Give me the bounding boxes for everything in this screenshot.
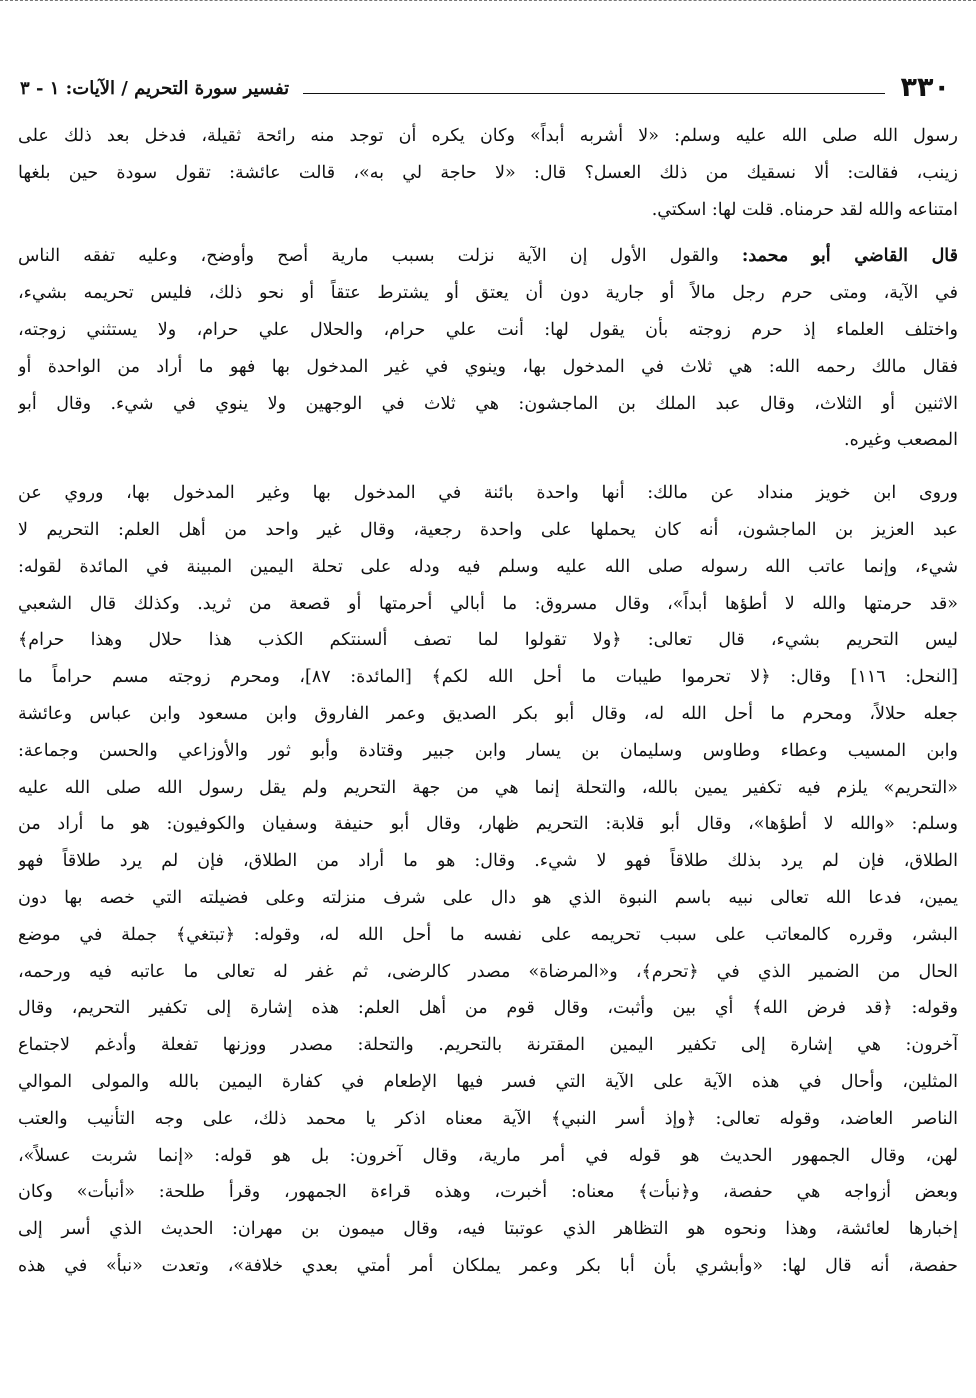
text-line: يمين، فدعا الله تعالى نبيه باسم النبوة الذي هو دال على شرف منزلته وعلى فضيلته التي خصه بها دون <box>18 887 958 908</box>
text-line: وروى ابن خويز منداد عن مالك: أنها واحدة بائنة في المدخول بها وغير المدخول بها، وروي عن <box>18 483 958 504</box>
text-line <box>18 238 958 275</box>
page-top-edge <box>0 0 976 5</box>
text-line: لهن، وقال الجمهور الحديث هو قوله في أمر مارية، وقال آخرون: بل هو قوله: «إنما شربت عسلاً»، <box>18 1145 958 1166</box>
text-line: آخرون: هي إشارة إلى تكفير اليمين المقترنة بالتحريم. والتحلة: مصدر ووزنها تفعلة وأدغم لاجتماع <box>18 1035 958 1056</box>
page-number: ٣٣٠ <box>900 72 950 103</box>
text-line: [النحل: ١١٦] وقال: ﴿لا تحرموا طيبات ما أحل الله لكم﴾ [المائدة: ٨٧]، ومحرم زوجته مسم حراماً ما <box>18 667 958 688</box>
text-line: واختلف العلماء إذ حرم زوجته بأن يقول لها: أنت علي حرام، والحلال علي حرام، ولا يستثني زوجته، <box>18 319 958 340</box>
text-line: وسلم: «والله لا أطؤها»، وقال أبو قلابة: التحريم ظهار، وقال أبو حنيفة وسفيان والكوفيون: هو ما أراد من <box>18 814 958 835</box>
running-title: تفسير سورة التحريم / الآيات: ١ - ٣ <box>20 78 290 99</box>
paragraph-gap <box>18 228 958 238</box>
paragraph-2 <box>18 238 958 459</box>
text-line: رسول الله صلى الله عليه وسلم: «لا أشربه أبداً» وكان يكره أن توجد منه رائحة ثقيلة، فدخل بعد ذلك على <box>18 126 958 146</box>
text-line: شيء، وإنما عاتب الله رسوله صلى الله عليه وسلم فيه ودله على تحلة اليمين المبينة في المائدة لقوله: <box>18 556 958 577</box>
text-line: إخبارها لعائشة، وهذا ونحوه هو التظاهر الذي عوتبتا فيه، وقال ميمون بن مهران: الحديث الذي أسر إلى <box>18 1219 958 1240</box>
page-header <box>20 68 950 102</box>
paragraph-3 <box>18 475 958 1285</box>
paragraph-1 <box>18 118 958 228</box>
text-line: ليس التحريم بشيء، قال تعالى: ﴿ولا تقولوا لما تصف ألسنتكم الكذب هذا حلال وهذا حرام﴾ <box>18 630 958 651</box>
text-line: المثلين، وأحال في هذه الآية على الآية التي فسر فيها الإطعام في كفارة اليمين بالله والمولى الموالي <box>18 1071 958 1092</box>
text-line: الطلاق، فإن لم يرد بذلك طلاقاً فهو لا شيء. وقال: هو ما أراد من الطلاق، فإن لم يرد طلاقاً فهو <box>18 851 958 872</box>
text-line: فقال مالك رحمه الله: هي ثلاث في المدخول بها، وينوي في غير المدخول بها فهو ما أراد من الواحدة أو <box>18 356 958 377</box>
page-body <box>18 118 958 1285</box>
text-line: المصعب وغيره. <box>844 430 958 451</box>
paragraph-gap <box>18 459 958 475</box>
text-line: حفصة، أنه قال لها: «وأبشري بأن أبا بكر وعمر يملكان أمر أمتي بعدي خلافة»، وتعدت «نبأ» في هذه <box>18 1255 958 1276</box>
text-line: البشر، وقرره كالمعاتب على سبب تحريمه على نفسه ما أحل الله له، وقوله: ﴿تبتغي﴾ جملة في موضع <box>18 924 958 945</box>
text-run: والقول الأول إن الآية نزلت بسبب مارية أصح وأوضح، وعليه تفقه الناس <box>18 246 742 267</box>
text-line: عبد العزيز بن الماجشون، أنه كان يحملها على واحدة رجعية، وقال غير واحد من أهل العلم: التحريم لا <box>18 519 958 540</box>
text-line: جعله حلالاً، ومحرم ما أحل الله له، وقال أبو بكر الصديق وعمر الفاروق وابن مسعود وابن عباس وعائشة <box>18 703 958 724</box>
text-line: امتناعه والله لقد حرمناه. قلت لها: اسكتي. <box>651 199 958 220</box>
text-line: «قد حرمتها والله لا أطؤها أبداً»، وقال مسروق: ما أبالي أحرمتها أو قصعة من ثريد. وكذلك قال الشعبي <box>18 593 958 614</box>
speaker-lead: قال القاضي أبو محمد: <box>741 246 958 267</box>
text-line: وابن المسيب وعطاء وطاوس وسليمان بن يسار وابن جبير وقتادة وأبو ثور والأوزاعي والحسن وجماعة: <box>18 740 958 761</box>
text-line: «التحريم» يلزم فيه تكفير يمين بالله، والتحلة إنما هي من جهة التحريم ولم يقل رسول الله صلى الله عليه <box>18 777 958 798</box>
text-line: الناصر العاضد، وقوله تعالى: ﴿وإذ أسر النبي﴾ الآية معناه اذكر يا محمد ذلك، على وجه التأنيب والعتب <box>18 1108 958 1129</box>
text-line: زينب، فقالت: ألا نسقيك من ذلك العسل؟ قال: «لا حاجة لي به»، قالت عائشة: تقول سودة حين بلغها <box>18 162 958 183</box>
header-rule <box>303 93 884 94</box>
text-line: وقوله: ﴿قد فرض الله﴾ أي بين وأثبت، وقال قوم من أهل العلم: هذه إشارة إلى تكفير التحريم، وقال <box>18 998 958 1019</box>
text-line: الحال من الضمير الذي في ﴿تحرم﴾، و«المرضاة» مصدر كالرضى، ثم غفر له تعالى ما عاتبه فيه ورحمه، <box>18 961 958 982</box>
text-line: في الآية، ومتى حرم رجل مالاً أو جارية دون أن يعتق أو يشترط عتقاً أو نحو ذلك، فليس تحريمه بشيء، <box>18 283 958 304</box>
text-line: الاثنين أو الثلاث، وقال عبد الملك بن الماجشون: هي ثلاث في الوجهين ولا ينوي في شيء. وقال أبو <box>18 393 958 414</box>
text-line: وبعض أزواجه هي حفصة، و﴿نبأت﴾ معناه: أخبرت، وهذه قراءة الجمهور، وقرأ طلحة: «أنبأت» وكان <box>18 1182 958 1203</box>
